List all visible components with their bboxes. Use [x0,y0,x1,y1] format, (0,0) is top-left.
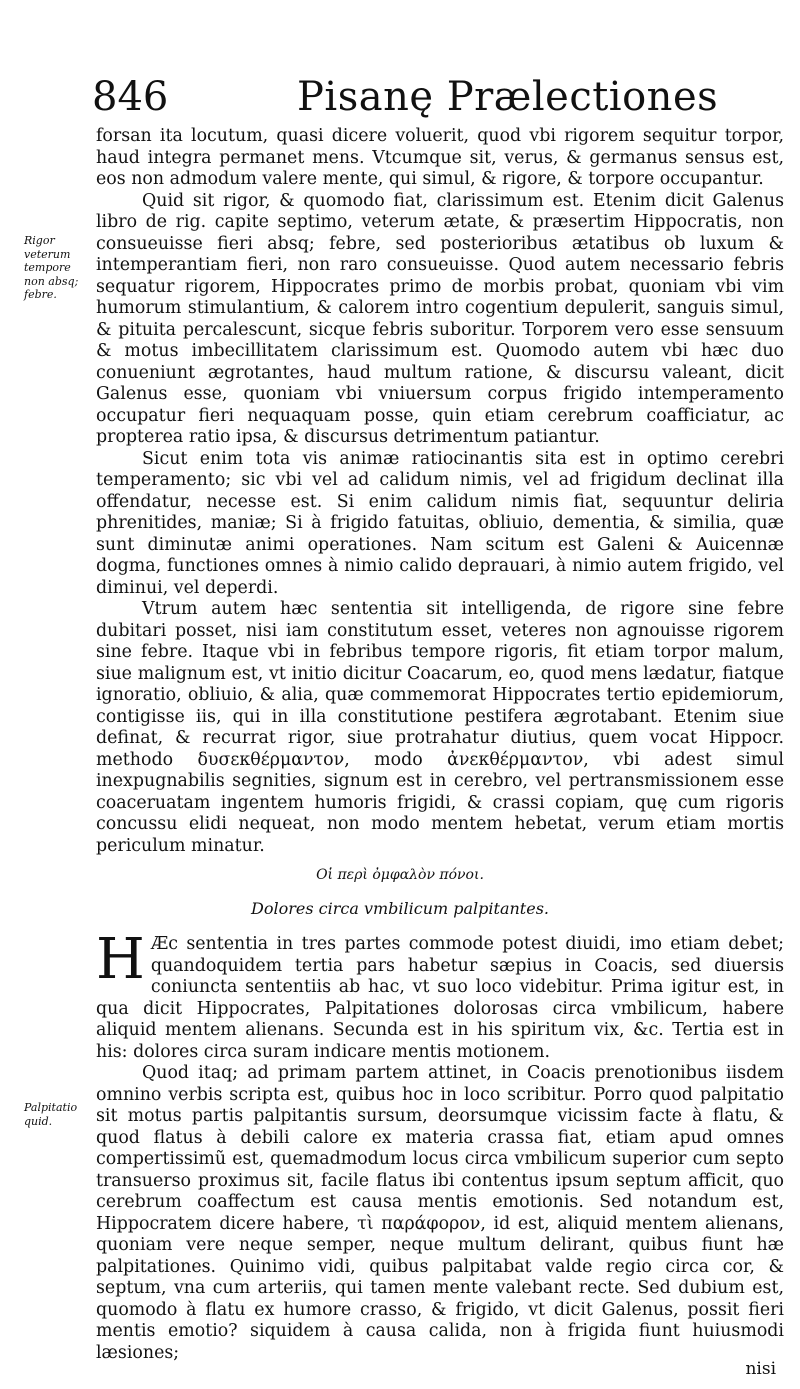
margin-note-palpitatio: Palpitatio quid. [24,1101,78,1128]
paragraph: Vtrum autem hæc sententia sit intelligenda, de rigore sine febre dubitari posset, nisi iam constitutum esset, veteres non agnouisse rigorem sine febre. Itaque vbi in febribus tempore rigoris, fit etiam torpor malum, siue malignum est, vt initio dicitur Coacarum, eo, quod mens lædatur, fiatque ignoratio, obliuio, & alia, quæ commemorat Hippocrates tertio epidemiorum, contigisse iis, qui in illa constitutione pestifera ægrotabant. Etenim siue definat, & recurrat rigor, siue protrahatur diutius, quem vocat Hippocr. methodo δυσεκθέρμαντον, modo ἀνεκθέρμαντον, vbi adest simul inexpugnabilis segnities, signum est in cerebro, vel pertransmissionem esse coaceruatam ingentem humoris frigidi, & crassi copiam, quę cum rigoris concussu elidi nequeat, non modo mentem hebetat, verum etiam mortis periculum minatur. [96,599,784,856]
drop-cap: H [96,927,145,992]
page-number: 846 [92,74,169,120]
paragraph: Sicut enim tota vis animæ ratiocinantis sita est in optimo cerebri temperamento; sic vbi vel ad calidum nimis, vel ad frigidum declinat illa offendatur, necesse est. Si enim calidum nimis fiat, sequuntur deliria phrenitides, maniæ; Si à frigido fatuitas, obliuio, dementia, & similia, quæ sunt diminutæ animi operationes. Nam scitum est Galeni & Auicennæ dogma, functiones omnes à nimio calido deprauari, à nimio autem frigido, vel diminui, vel deperdi. [96,448,784,598]
running-title: Pisanę Prælectiones [297,74,719,120]
paragraph: forsan ita locutum, quasi dicere voluerit, quod vbi rigorem sequitur torpor, haud integra permanet mens. Vtcumque sit, verus, & germanus sensus est, eos non admodum valere mente, qui simul, & rigore, & torpore occupantur. [96,126,784,189]
paragraph: Quid sit rigor, & quomodo fiat, clarissimum est. Etenim dicit Galenus libro de rig. capite septimo, veterum ætate, & præsertim Hippocratis, non consueuisse fieri absq; febre, sed posterioribus ætatibus ob luxum & intemperantiam fieri, non raro consueuisse. Quod autem necessario febris sequatur rigorem, Hippocrates primo de morbis probat, quoniam vbi vim humorum stimulantium, & calorem intro cogentium depulerit, sanguis simul, & pituita percalescunt, sicque febris suboritur. Torporem vero esse sensuum & motus imbecillitatem clarissimum est. Quomodo autem vbi hæc duo conueniunt ægrotantes, haud multum ratione, & discursu valeant, dicit Galenus esse, quoniam vbi vniuersum corpus frigido intemperamento occupatur fieri nequaquam posse, quin etiam cerebrum coafficiatur, ac propterea ratio ipsa, & discursus detrimentum patiantur. [96,190,784,447]
catchword: nisi [745,1359,776,1379]
paragraph-text: Æc sententia in tres partes commode potest diuidi, imo etiam debet; quandoquidem tertia pars habetur sæpius in Coacis, sed diuersis coniuncta sententiis ab hac, vt suo loco videbitur. Prima igitur est, in qua dicit Hippocrates, Palpitationes dolorosas circa vmbilicum, habere aliquid mentem alienans. Secunda est in his spiritum vix, &c. Tertia est in his: dolores circa suram indicare mentis motionem. [96,934,784,1062]
margin-note-rigor: Rigor veterum tempore non absq; febre. [24,234,79,301]
text-section-rigor [96,126,784,857]
paragraph: Quod itaq; ad primam partem attinet, in Coacis prenotionibus iisdem omnino verbis scripta est, quibus hoc in loco scribitur. Porro quod palpitatio sit motus partis palpitantis sursum, deorsumque vicissim facte à flatu, & quod flatus à debili calore ex materia crassa fiat, etiam apud omnes compertissimũ est, quemadmodum locus circa vmbilicum superior cum septo transuerso proximus sit, facile flatus ibi contentus ipsum septum afficit, quo cerebrum coaffectum est causa mentis emotionis. Sed notandum est, Hippocratem dicere habere, τὶ παράφορον, id est, aliquid mentem alienans, quoniam vere neque semper, neque multum delirant, quibus fiunt hæ palpitationes. Quinimo vidi, quibus palpitabat valde regio circa cor, & septum, vna cum arteriis, qui tamen mente valebant recte. Sed dubium est, quomodo à flatu ex humore crasso, & frigido, vt dicit Galenus, possit fieri mentis emotio? siquidem à causa calida, non à frigida fiunt huiusmodi læsiones; [96,1063,784,1363]
paragraph-with-drop-cap [96,927,784,1063]
greek-section-heading: Οἱ περὶ ὀμφαλὸν πόνοι. [316,867,484,883]
text-section-dolores [96,927,784,1364]
page-header [92,72,792,122]
latin-section-heading: Dolores circa vmbilicum palpitantes. [251,899,549,918]
